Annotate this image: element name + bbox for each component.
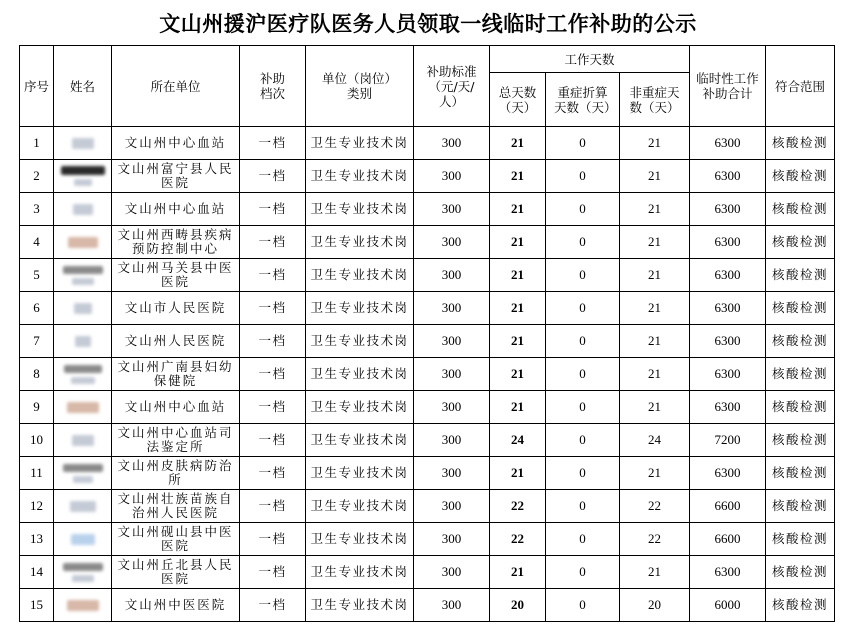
cell-standard: 300	[414, 292, 490, 325]
subsidy-table	[19, 45, 835, 622]
cell-standard: 300	[414, 424, 490, 457]
cell-grade: 一档	[240, 490, 306, 523]
cell-scope: 核酸检测	[766, 127, 835, 160]
cell-total-days: 21	[490, 292, 546, 325]
cell-severe-days: 0	[546, 424, 620, 457]
cell-seq: 6	[20, 292, 54, 325]
cell-non-severe-days: 21	[620, 556, 690, 589]
cell-total-days: 21	[490, 358, 546, 391]
table-row	[20, 226, 835, 259]
cell-scope: 核酸检测	[766, 589, 835, 622]
cell-seq: 11	[20, 457, 54, 490]
cell-unit: 文山州富宁县人民医院	[112, 160, 240, 193]
cell-total-days: 21	[490, 391, 546, 424]
cell-subsidy: 6600	[690, 523, 766, 556]
cell-severe-days: 0	[546, 589, 620, 622]
cell-category: 卫生专业技术岗	[306, 127, 414, 160]
cell-unit: 文山州西畴县疾病预防控制中心	[112, 226, 240, 259]
table-row	[20, 259, 835, 292]
cell-seq: 13	[20, 523, 54, 556]
cell-seq: 4	[20, 226, 54, 259]
cell-non-severe-days: 21	[620, 292, 690, 325]
cell-scope: 核酸检测	[766, 259, 835, 292]
table-row	[20, 556, 835, 589]
cell-category: 卫生专业技术岗	[306, 457, 414, 490]
cell-total-days: 22	[490, 523, 546, 556]
header-work-days: 工作天数	[490, 46, 690, 73]
cell-category: 卫生专业技术岗	[306, 523, 414, 556]
cell-subsidy: 6300	[690, 391, 766, 424]
cell-non-severe-days: 21	[620, 325, 690, 358]
cell-non-severe-days: 22	[620, 490, 690, 523]
cell-scope: 核酸检测	[766, 556, 835, 589]
cell-name-redacted	[54, 325, 112, 358]
cell-seq: 1	[20, 127, 54, 160]
table-row	[20, 193, 835, 226]
cell-severe-days: 0	[546, 127, 620, 160]
cell-category: 卫生专业技术岗	[306, 259, 414, 292]
cell-subsidy: 6000	[690, 589, 766, 622]
cell-subsidy: 6300	[690, 358, 766, 391]
cell-standard: 300	[414, 490, 490, 523]
cell-grade: 一档	[240, 259, 306, 292]
cell-scope: 核酸检测	[766, 358, 835, 391]
table-row	[20, 490, 835, 523]
cell-non-severe-days: 22	[620, 523, 690, 556]
cell-total-days: 21	[490, 259, 546, 292]
cell-unit: 文山州广南县妇幼保健院	[112, 358, 240, 391]
table-row	[20, 424, 835, 457]
cell-name-redacted	[54, 259, 112, 292]
header-grade: 补助档次	[240, 46, 306, 127]
cell-severe-days: 0	[546, 292, 620, 325]
cell-subsidy: 6300	[690, 226, 766, 259]
cell-grade: 一档	[240, 358, 306, 391]
cell-category: 卫生专业技术岗	[306, 424, 414, 457]
cell-grade: 一档	[240, 292, 306, 325]
table-row	[20, 523, 835, 556]
cell-non-severe-days: 21	[620, 259, 690, 292]
cell-unit: 文山州壮族苗族自治州人民医院	[112, 490, 240, 523]
table-row	[20, 127, 835, 160]
cell-total-days: 21	[490, 556, 546, 589]
table-row	[20, 292, 835, 325]
cell-standard: 300	[414, 160, 490, 193]
cell-subsidy: 6300	[690, 127, 766, 160]
cell-non-severe-days: 21	[620, 160, 690, 193]
cell-standard: 300	[414, 358, 490, 391]
cell-grade: 一档	[240, 391, 306, 424]
cell-subsidy: 6300	[690, 457, 766, 490]
cell-name-redacted	[54, 127, 112, 160]
cell-name-redacted	[54, 490, 112, 523]
cell-severe-days: 0	[546, 556, 620, 589]
cell-name-redacted	[54, 226, 112, 259]
cell-non-severe-days: 21	[620, 358, 690, 391]
cell-unit: 文山州中心血站司法鉴定所	[112, 424, 240, 457]
cell-grade: 一档	[240, 193, 306, 226]
cell-category: 卫生专业技术岗	[306, 358, 414, 391]
header-category: 单位（岗位）类别	[306, 46, 414, 127]
cell-scope: 核酸检测	[766, 523, 835, 556]
cell-grade: 一档	[240, 325, 306, 358]
cell-severe-days: 0	[546, 259, 620, 292]
cell-severe-days: 0	[546, 226, 620, 259]
cell-name-redacted	[54, 160, 112, 193]
cell-standard: 300	[414, 193, 490, 226]
cell-severe-days: 0	[546, 160, 620, 193]
cell-subsidy: 6300	[690, 160, 766, 193]
cell-scope: 核酸检测	[766, 457, 835, 490]
cell-seq: 10	[20, 424, 54, 457]
page-title: 文山州援沪医疗队医务人员领取一线临时工作补助的公示	[159, 12, 697, 36]
cell-subsidy: 6300	[690, 193, 766, 226]
cell-total-days: 21	[490, 457, 546, 490]
cell-grade: 一档	[240, 523, 306, 556]
cell-standard: 300	[414, 556, 490, 589]
cell-unit: 文山州丘北县人民医院	[112, 556, 240, 589]
cell-subsidy: 6600	[690, 490, 766, 523]
cell-non-severe-days: 20	[620, 589, 690, 622]
cell-scope: 核酸检测	[766, 424, 835, 457]
cell-scope: 核酸检测	[766, 226, 835, 259]
cell-severe-days: 0	[546, 457, 620, 490]
cell-category: 卫生专业技术岗	[306, 325, 414, 358]
cell-name-redacted	[54, 556, 112, 589]
cell-subsidy: 6300	[690, 259, 766, 292]
header-standard: 补助标准（元/天/人）	[414, 46, 490, 127]
cell-scope: 核酸检测	[766, 490, 835, 523]
cell-unit: 文山州中医医院	[112, 589, 240, 622]
cell-subsidy: 6300	[690, 556, 766, 589]
table-row	[20, 160, 835, 193]
cell-severe-days: 0	[546, 391, 620, 424]
header-scope: 符合范围	[766, 46, 835, 127]
cell-scope: 核酸检测	[766, 391, 835, 424]
cell-unit: 文山州中心血站	[112, 391, 240, 424]
cell-non-severe-days: 21	[620, 226, 690, 259]
cell-total-days: 21	[490, 226, 546, 259]
cell-total-days: 21	[490, 127, 546, 160]
cell-non-severe-days: 21	[620, 193, 690, 226]
cell-seq: 12	[20, 490, 54, 523]
table-body	[20, 127, 835, 622]
cell-total-days: 24	[490, 424, 546, 457]
cell-unit: 文山州中心血站	[112, 127, 240, 160]
cell-severe-days: 0	[546, 193, 620, 226]
cell-unit: 文山州中心血站	[112, 193, 240, 226]
cell-category: 卫生专业技术岗	[306, 160, 414, 193]
cell-category: 卫生专业技术岗	[306, 226, 414, 259]
table-row	[20, 457, 835, 490]
table-row	[20, 391, 835, 424]
cell-subsidy: 6300	[690, 325, 766, 358]
cell-total-days: 21	[490, 160, 546, 193]
header-unit: 所在单位	[112, 46, 240, 127]
header-name: 姓名	[54, 46, 112, 127]
cell-severe-days: 0	[546, 358, 620, 391]
cell-category: 卫生专业技术岗	[306, 391, 414, 424]
cell-seq: 3	[20, 193, 54, 226]
cell-grade: 一档	[240, 556, 306, 589]
cell-name-redacted	[54, 292, 112, 325]
cell-category: 卫生专业技术岗	[306, 490, 414, 523]
cell-grade: 一档	[240, 457, 306, 490]
cell-seq: 15	[20, 589, 54, 622]
cell-unit: 文山市人民医院	[112, 292, 240, 325]
cell-non-severe-days: 21	[620, 127, 690, 160]
header-seq: 序号	[20, 46, 54, 127]
cell-unit: 文山州马关县中医医院	[112, 259, 240, 292]
cell-standard: 300	[414, 226, 490, 259]
cell-name-redacted	[54, 391, 112, 424]
cell-scope: 核酸检测	[766, 325, 835, 358]
cell-seq: 9	[20, 391, 54, 424]
cell-grade: 一档	[240, 226, 306, 259]
cell-name-redacted	[54, 193, 112, 226]
cell-subsidy: 6300	[690, 292, 766, 325]
cell-standard: 300	[414, 523, 490, 556]
cell-seq: 2	[20, 160, 54, 193]
cell-non-severe-days: 24	[620, 424, 690, 457]
cell-unit: 文山州砚山县中医医院	[112, 523, 240, 556]
cell-grade: 一档	[240, 424, 306, 457]
cell-name-redacted	[54, 424, 112, 457]
cell-seq: 5	[20, 259, 54, 292]
header-subsidy-total: 临时性工作补助合计	[690, 46, 766, 127]
cell-seq: 7	[20, 325, 54, 358]
cell-category: 卫生专业技术岗	[306, 589, 414, 622]
table-row	[20, 589, 835, 622]
table-row	[20, 325, 835, 358]
cell-total-days: 22	[490, 490, 546, 523]
cell-total-days: 21	[490, 325, 546, 358]
cell-total-days: 20	[490, 589, 546, 622]
cell-non-severe-days: 21	[620, 391, 690, 424]
cell-name-redacted	[54, 457, 112, 490]
cell-severe-days: 0	[546, 490, 620, 523]
header-severe-days: 重症折算天数（天）	[546, 73, 620, 127]
cell-grade: 一档	[240, 160, 306, 193]
cell-name-redacted	[54, 358, 112, 391]
cell-name-redacted	[54, 523, 112, 556]
cell-standard: 300	[414, 259, 490, 292]
cell-subsidy: 7200	[690, 424, 766, 457]
cell-standard: 300	[414, 589, 490, 622]
header-non-severe-days: 非重症天数（天）	[620, 73, 690, 127]
cell-standard: 300	[414, 457, 490, 490]
cell-unit: 文山州皮肤病防治所	[112, 457, 240, 490]
cell-category: 卫生专业技术岗	[306, 292, 414, 325]
cell-total-days: 21	[490, 193, 546, 226]
cell-seq: 8	[20, 358, 54, 391]
cell-category: 卫生专业技术岗	[306, 193, 414, 226]
cell-unit: 文山州人民医院	[112, 325, 240, 358]
cell-severe-days: 0	[546, 523, 620, 556]
cell-scope: 核酸检测	[766, 193, 835, 226]
cell-name-redacted	[54, 589, 112, 622]
cell-standard: 300	[414, 127, 490, 160]
cell-seq: 14	[20, 556, 54, 589]
cell-scope: 核酸检测	[766, 160, 835, 193]
cell-scope: 核酸检测	[766, 292, 835, 325]
cell-grade: 一档	[240, 589, 306, 622]
cell-severe-days: 0	[546, 325, 620, 358]
cell-category: 卫生专业技术岗	[306, 556, 414, 589]
table-row	[20, 358, 835, 391]
header-total-days: 总天数（天）	[490, 73, 546, 127]
cell-non-severe-days: 21	[620, 457, 690, 490]
cell-grade: 一档	[240, 127, 306, 160]
cell-standard: 300	[414, 391, 490, 424]
cell-standard: 300	[414, 325, 490, 358]
